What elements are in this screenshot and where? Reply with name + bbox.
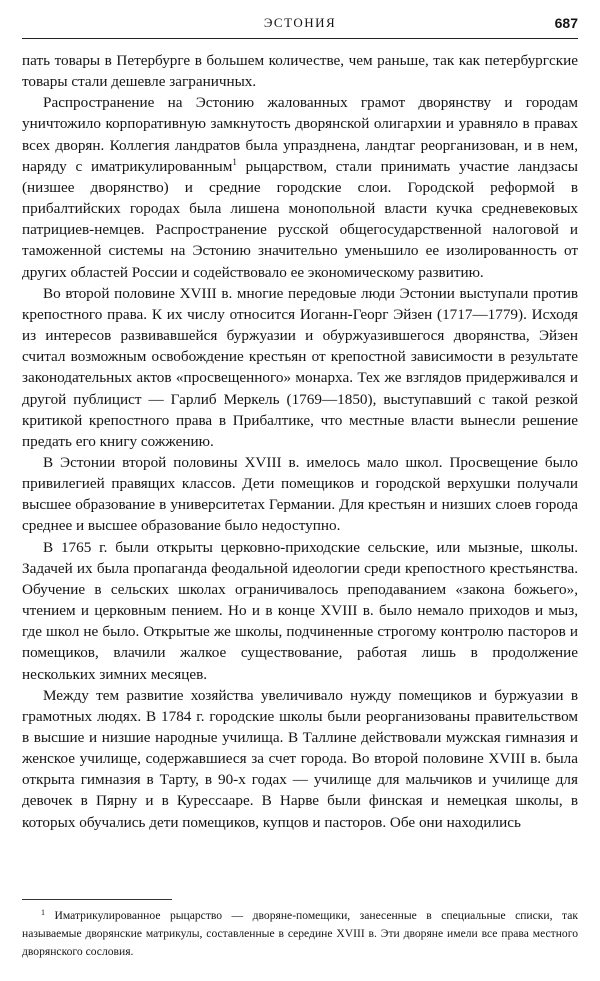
- paragraph-1: пать товары в Петербурге в большем количестве, чем раньше, так как петербургские товары стали дешевле заграничных.: [22, 52, 578, 91]
- paragraph-3: Во второй половине XVIII в. многие передовые люди Эстонии выступали против крепостного права. К их числу относится Иоганн-Георг Эйзен (1717—1779). Исходя из интересов развивавшейся буржуазии и обуржуазившегося дворянства, Эйзен считал возможным освобождение крестьян от крепостной зависимости в результате законодательных актов «просвещенного» монарха. Тех же взглядов придерживался и другой публицист — Гарлиб Меркель (1769—1850), выступавший с такой резкой критикой крепостного права в Прибалтике, что местные власти вынесли решение предать его книгу сожжению.: [22, 284, 578, 450]
- body-text: [22, 50, 578, 833]
- header-rule: [22, 38, 578, 39]
- footnote-marker: 1: [41, 908, 45, 917]
- page-number: 687: [554, 15, 578, 31]
- paragraph-6: Между тем развитие хозяйства увеличивало нужду помещиков и буржуазии в грамотных людях. В 1784 г. городские школы были реорганизованы правительством в высшие и низшие народные училища. В Таллине действовали мужская гимназия и женское училище, содержавшиеся за счет города. Во второй половине XVIII в. была открыта гимназия в Тарту, в 90-х годах — училище для мальчиков и училище для девочек в Пярну и в Курессааре. В Нарве были финская и немецкая школы, в которых обучались дети помещиков, купцов и пасторов. Обе они находились: [22, 686, 578, 831]
- footnote-text: Иматрикулированное рыцарство — дворяне-помещики, занесенные в специальные списки, так называемые дворянские матрикулы, составленные в середине XVIII в. Эти дворяне имели все права местного дворянского сословия.: [22, 909, 578, 958]
- paragraph-2-part-2: рыцарством, стали принимать участие ландзасы (низшее дворянство) и средние городские слои. Городской реформой в прибалтийских городах была лишена монопольной власти кучка средневековых патрициев-немцев. Распространение русской общегосударственной налоговой и таможенной системы на Эстонию значительно уменьшило ее изолированность от других областей России и содействовало ее экономическому развитию.: [22, 157, 578, 281]
- paragraph-2-part-1: Распространение на Эстонию жалованных грамот дворянству и городам уничтожило корпоративную замкнутость дворянской олигархии и уравняло в правах всех дворян. Коллегия ландратов была упразднена, ландтаг реорганизован, и в нем, наряду с иматрикулированным: [22, 94, 578, 175]
- book-page: [22, 0, 578, 981]
- footnote-rule: [22, 899, 172, 900]
- paragraph-4: В Эстонии второй половины XVIII в. имелось мало школ. Просвещение было привилегией правящих классов. Дети помещиков и городской верхушки получали высшее образование в университетах Германии. Для крестьян и низших слоев города среднее и высшее образование было недоступно.: [22, 453, 578, 535]
- paragraph-5: В 1765 г. были открыты церковно-приходские сельские, или мызные, школы. Задачей их была пропаганда феодальной идеологии среди крепостного крестьянства. Обучение в сельских школах ограничивалось преподаванием «закона божьего», чтением и церковным пением. Но и в конце XVIII в. было немало приходов и мыз, где школ не было. Открытые же школы, подчиненные строгому контролю пасторов и помещиков, влачили жалкое существование, работая лишь в продолжение нескольких зимних месяцев.: [22, 538, 578, 683]
- footnote: [22, 907, 578, 961]
- footnote-reference: 1: [232, 156, 237, 167]
- running-title: ЭСТОНИЯ: [263, 15, 337, 30]
- page-header: [22, 14, 578, 34]
- paragraph-2: [22, 92, 578, 282]
